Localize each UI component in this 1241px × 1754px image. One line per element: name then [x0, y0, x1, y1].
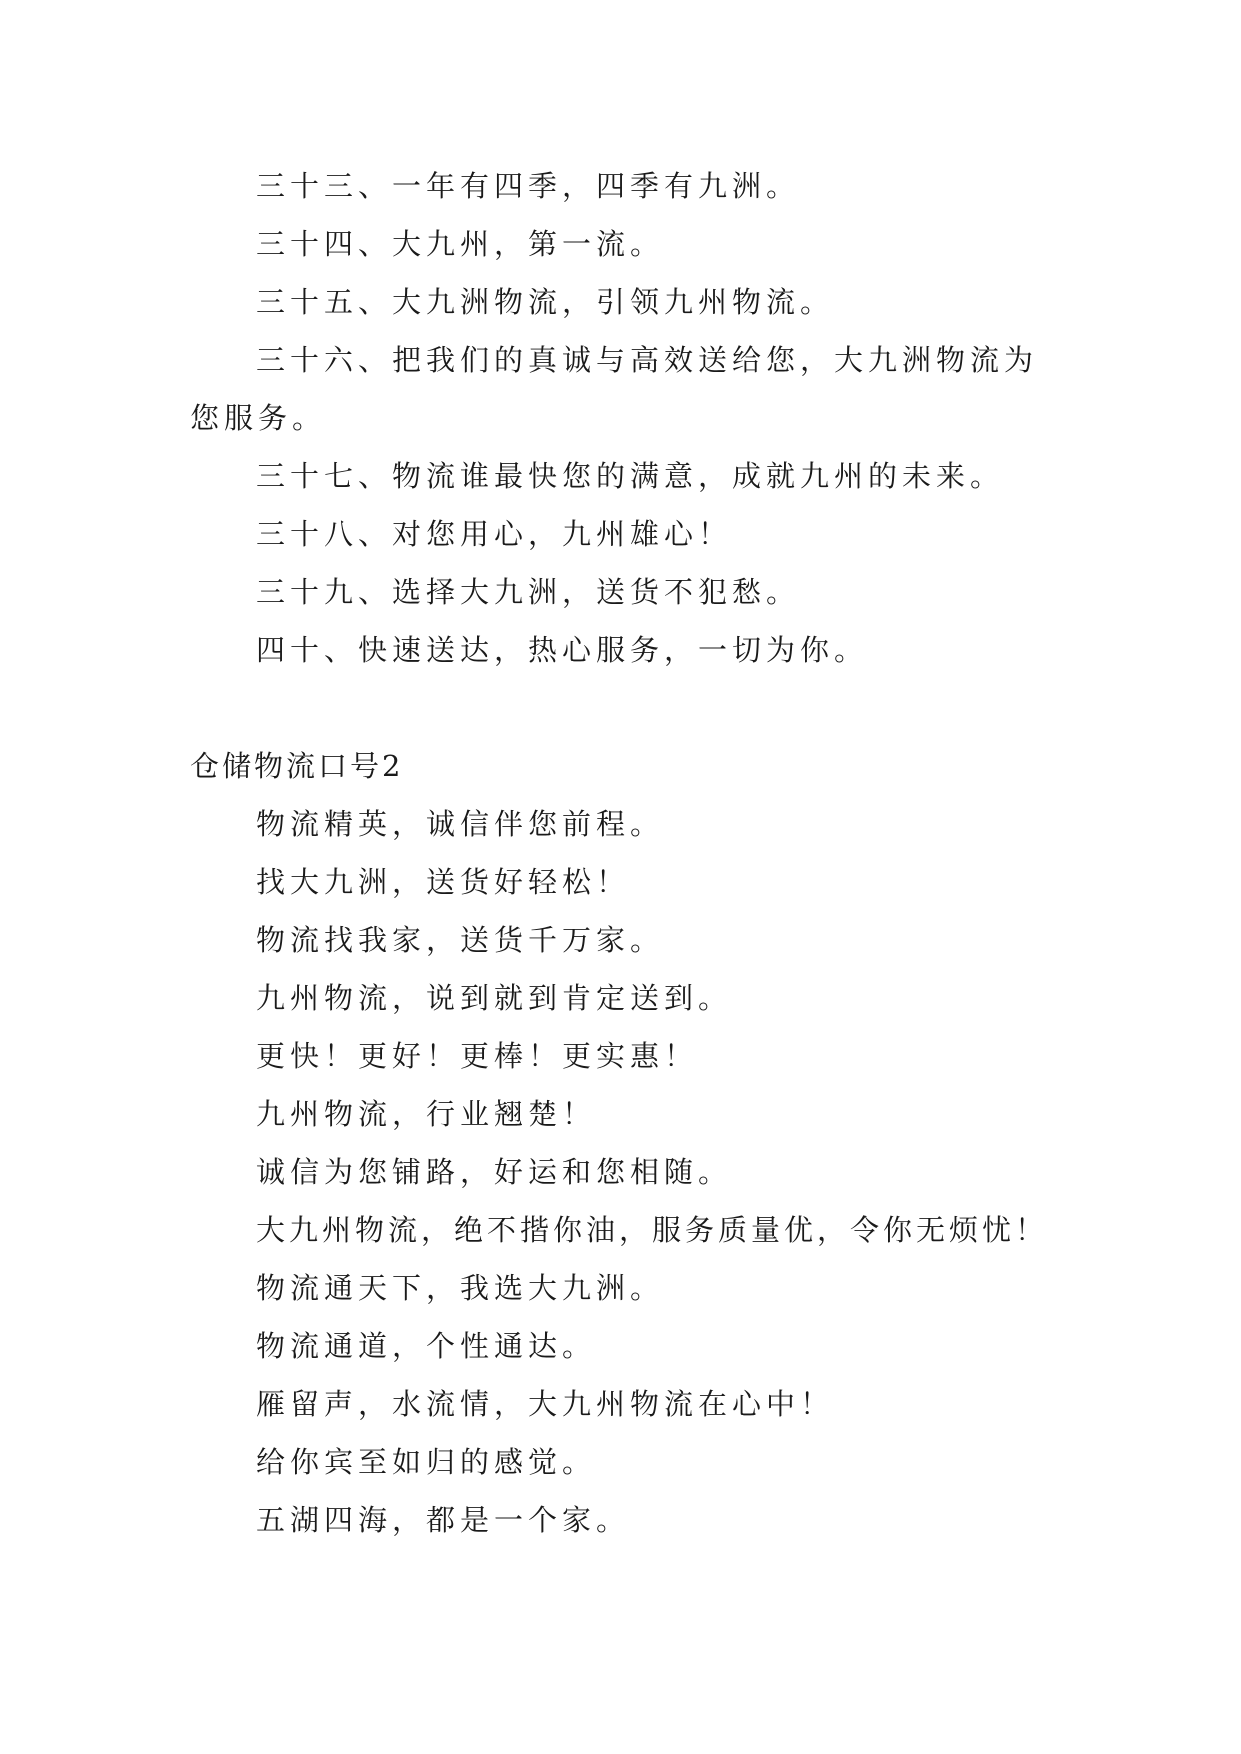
slogan-line: 大九州物流，绝不揩你油，服务质量优，令你无烦忧！: [256, 1213, 1049, 1247]
slogan-line: 三十五、大九洲物流，引领九州物流。: [256, 285, 835, 319]
slogan-line: 三十九、选择大九洲，送货不犯愁。: [256, 575, 801, 609]
slogan-line: 四十、快速送达，热心服务，一切为你。: [256, 633, 869, 667]
slogan-list: [190, 795, 1070, 1549]
document-body: [190, 157, 1070, 1549]
slogan-line: 三十七、物流谁最快您的满意，成就九州的未来。: [256, 459, 1005, 493]
slogan-list-continued: [190, 157, 1070, 679]
slogan-line: 九州物流，说到就到肯定送到。: [256, 981, 733, 1015]
slogan-line: 九州物流，行业翘楚！: [256, 1097, 597, 1131]
slogan-line: 三十四、大九州，第一流。: [256, 227, 665, 261]
slogan-line: 给你宾至如归的感觉。: [256, 1445, 597, 1479]
slogan-line: 物流通道，个性通达。: [256, 1329, 597, 1363]
slogan-line: 五湖四海，都是一个家。: [256, 1503, 631, 1537]
slogan-line: 诚信为您铺路，好运和您相随。: [256, 1155, 733, 1189]
slogan-line: 三十三、一年有四季，四季有九洲。: [256, 169, 801, 203]
slogan-line: 找大九洲，送货好轻松！: [256, 865, 631, 899]
section-gap: [190, 679, 1070, 737]
slogan-line: 物流精英，诚信伴您前程。: [256, 807, 665, 841]
slogan-line: 物流找我家，送货千万家。: [256, 923, 665, 957]
section-heading: 仓储物流口号2: [190, 749, 404, 783]
slogan-line: 雁留声，水流情，大九州物流在心中！: [256, 1387, 835, 1421]
slogan-line: 三十八、对您用心，九州雄心！: [256, 517, 733, 551]
slogan-line: 物流通天下，我选大九洲。: [256, 1271, 665, 1305]
slogan-line-wrapped: 三十六、把我们的真诚与高效送给您，大九洲物流为您服务。: [190, 343, 1039, 435]
slogan-line: 更快！更好！更棒！更实惠！: [256, 1039, 699, 1073]
